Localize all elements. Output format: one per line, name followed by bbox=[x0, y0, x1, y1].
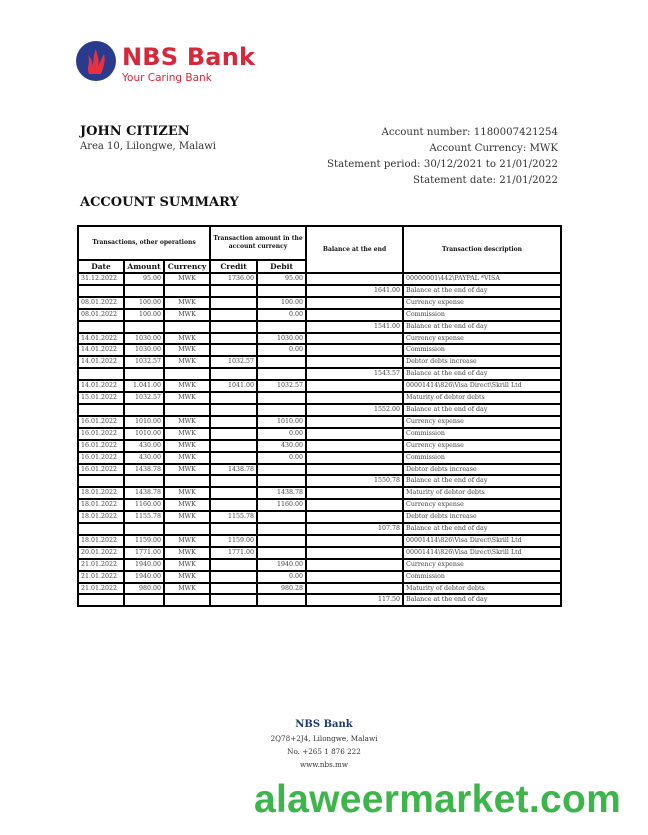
cell-debit: 1010.00 bbox=[257, 416, 306, 428]
table-row bbox=[78, 487, 561, 499]
statement-period: Statement period: 30/12/2021 to 21/01/2022 bbox=[327, 159, 558, 170]
cell-currency: MWK bbox=[164, 309, 210, 321]
cell-debit: 0.00 bbox=[257, 571, 306, 583]
header-amount: Transaction amount in the account currency bbox=[210, 226, 306, 260]
cell-debit bbox=[257, 321, 306, 333]
cell-debit: 980.28 bbox=[257, 583, 306, 595]
cell-debit: 100.00 bbox=[257, 297, 306, 309]
cell-date: 14.01.2022 bbox=[78, 344, 124, 356]
section-title: ACCOUNT SUMMARY bbox=[80, 195, 239, 210]
cell-balance bbox=[306, 416, 403, 428]
cell-balance bbox=[306, 428, 403, 440]
cell-date: 08.01.2022 bbox=[78, 309, 124, 321]
cell-balance: 1541.00 bbox=[306, 321, 403, 333]
cell-description: Balance at the end of day bbox=[403, 368, 561, 380]
cell-date: 16.01.2022 bbox=[78, 428, 124, 440]
cell-debit: 1160.00 bbox=[257, 499, 306, 511]
cell-date bbox=[78, 594, 124, 606]
cell-currency bbox=[164, 404, 210, 416]
cell-currency: MWK bbox=[164, 440, 210, 452]
cell-date: 16.01.2022 bbox=[78, 416, 124, 428]
cell-debit bbox=[257, 547, 306, 559]
table-row bbox=[78, 440, 561, 452]
bank-name: NBS Bank bbox=[122, 43, 256, 71]
footer-bank-name: NBS Bank bbox=[295, 719, 353, 730]
cell-credit bbox=[210, 571, 257, 583]
table-row bbox=[78, 416, 561, 428]
cell-credit: 1155.78 bbox=[210, 511, 257, 523]
cell-date: 21.01.2022 bbox=[78, 583, 124, 595]
cell-credit bbox=[210, 297, 257, 309]
cell-date: 18.01.2022 bbox=[78, 535, 124, 547]
balance-row bbox=[78, 523, 561, 535]
cell-currency bbox=[164, 321, 210, 333]
cell-currency: MWK bbox=[164, 511, 210, 523]
account-holder-name: JOHN CITIZEN bbox=[80, 124, 190, 139]
cell-currency: MWK bbox=[164, 392, 210, 404]
cell-balance bbox=[306, 356, 403, 368]
cell-date: 31.12.2022 bbox=[78, 273, 124, 285]
cell-debit bbox=[257, 368, 306, 380]
footer-phone: No. +265 1 876 222 bbox=[287, 747, 361, 756]
cell-debit bbox=[257, 464, 306, 476]
cell-description: Currency expense bbox=[403, 297, 561, 309]
cell-amount: 430.00 bbox=[124, 452, 164, 464]
cell-credit bbox=[210, 440, 257, 452]
cell-credit bbox=[210, 392, 257, 404]
cell-amount: 95.00 bbox=[124, 273, 164, 285]
account-holder-address: Area 10, Lilongwe, Malawi bbox=[80, 141, 216, 152]
cell-amount bbox=[124, 285, 164, 297]
cell-amount: 1010.00 bbox=[124, 416, 164, 428]
cell-balance bbox=[306, 344, 403, 356]
cell-amount: 1032.57 bbox=[124, 392, 164, 404]
cell-amount bbox=[124, 404, 164, 416]
cell-credit bbox=[210, 583, 257, 595]
cell-credit bbox=[210, 594, 257, 606]
cell-date: 21.01.2022 bbox=[78, 559, 124, 571]
footer bbox=[0, 718, 648, 771]
table-row bbox=[78, 571, 561, 583]
cell-balance bbox=[306, 559, 403, 571]
cell-date: 18.01.2022 bbox=[78, 511, 124, 523]
cell-description: Commission bbox=[403, 428, 561, 440]
cell-currency: MWK bbox=[164, 499, 210, 511]
cell-description: 00000001\442\PAYPAL *VISA bbox=[403, 273, 561, 285]
cell-currency: MWK bbox=[164, 571, 210, 583]
cell-currency: MWK bbox=[164, 583, 210, 595]
cell-debit bbox=[257, 404, 306, 416]
cell-balance: 1543.57 bbox=[306, 368, 403, 380]
table-row bbox=[78, 452, 561, 464]
cell-balance bbox=[306, 571, 403, 583]
balance-row bbox=[78, 368, 561, 380]
table-row bbox=[78, 583, 561, 595]
cell-currency: MWK bbox=[164, 273, 210, 285]
cell-balance bbox=[306, 333, 403, 345]
cell-currency: MWK bbox=[164, 487, 210, 499]
cell-debit bbox=[257, 535, 306, 547]
cell-debit: 0.00 bbox=[257, 309, 306, 321]
cell-credit bbox=[210, 344, 257, 356]
cell-date: 08.01.2022 bbox=[78, 297, 124, 309]
cell-description: Balance at the end of day bbox=[403, 285, 561, 297]
cell-date bbox=[78, 404, 124, 416]
table-row bbox=[78, 428, 561, 440]
cell-balance bbox=[306, 392, 403, 404]
cell-credit bbox=[210, 523, 257, 535]
cell-credit bbox=[210, 309, 257, 321]
cell-description: Balance at the end of day bbox=[403, 523, 561, 535]
cell-amount: 1155.78 bbox=[124, 511, 164, 523]
column-debit: Debit bbox=[257, 260, 306, 273]
table-row bbox=[78, 356, 561, 368]
table-row bbox=[78, 309, 561, 321]
table-row bbox=[78, 333, 561, 345]
cell-currency: MWK bbox=[164, 547, 210, 559]
header-operations: Transactions, other operations bbox=[78, 226, 210, 260]
cell-date: 16.01.2022 bbox=[78, 440, 124, 452]
footer-website: www.nbs.mw bbox=[299, 760, 349, 769]
cell-balance bbox=[306, 273, 403, 285]
cell-date: 18.01.2022 bbox=[78, 499, 124, 511]
cell-amount: 1.041.00 bbox=[124, 380, 164, 392]
cell-description: Debtor debts increase bbox=[403, 356, 561, 368]
table-row bbox=[78, 499, 561, 511]
cell-credit bbox=[210, 333, 257, 345]
header-description: Transaction description bbox=[403, 226, 561, 273]
cell-currency: MWK bbox=[164, 535, 210, 547]
cell-description: Maturity of debtor debts bbox=[403, 487, 561, 499]
cell-date: 14.01.2022 bbox=[78, 380, 124, 392]
cell-amount bbox=[124, 475, 164, 487]
cell-debit: 1438.78 bbox=[257, 487, 306, 499]
cell-currency: MWK bbox=[164, 452, 210, 464]
cell-date: 14.01.2022 bbox=[78, 333, 124, 345]
cell-credit: 1041.00 bbox=[210, 380, 257, 392]
cell-date bbox=[78, 321, 124, 333]
cell-amount: 1438.78 bbox=[124, 487, 164, 499]
cell-amount: 1160.00 bbox=[124, 499, 164, 511]
cell-amount bbox=[124, 321, 164, 333]
table-row bbox=[78, 392, 561, 404]
cell-description: 00001414\826\Visa Direct\Skrill Ltd bbox=[403, 535, 561, 547]
cell-currency bbox=[164, 368, 210, 380]
cell-debit: 0.00 bbox=[257, 452, 306, 464]
cell-description: 00001414\826\Visa Direct\Skrill Ltd bbox=[403, 547, 561, 559]
cell-currency: MWK bbox=[164, 333, 210, 345]
cell-description: Commission bbox=[403, 309, 561, 321]
cell-currency: MWK bbox=[164, 344, 210, 356]
cell-balance bbox=[306, 452, 403, 464]
cell-description: Currency expense bbox=[403, 499, 561, 511]
cell-description: Balance at the end of day bbox=[403, 321, 561, 333]
account-currency: Account Currency: MWK bbox=[429, 143, 558, 154]
cell-description: Maturity of debtor debts bbox=[403, 392, 561, 404]
cell-description: Currency expense bbox=[403, 440, 561, 452]
transactions-body bbox=[78, 273, 561, 606]
balance-row bbox=[78, 594, 561, 606]
cell-amount bbox=[124, 594, 164, 606]
cell-debit bbox=[257, 475, 306, 487]
bank-logo bbox=[76, 41, 266, 91]
cell-credit: 1438.78 bbox=[210, 464, 257, 476]
cell-debit bbox=[257, 356, 306, 368]
cell-amount: 980.00 bbox=[124, 583, 164, 595]
cell-currency bbox=[164, 594, 210, 606]
cell-credit bbox=[210, 285, 257, 297]
cell-debit: 95.00 bbox=[257, 273, 306, 285]
cell-date: 18.01.2022 bbox=[78, 487, 124, 499]
cell-debit: 1940.00 bbox=[257, 559, 306, 571]
cell-description: Commission bbox=[403, 344, 561, 356]
cell-balance: 1552.00 bbox=[306, 404, 403, 416]
cell-amount: 1030.00 bbox=[124, 333, 164, 345]
cell-balance: 117.50 bbox=[306, 594, 403, 606]
account-details bbox=[327, 125, 558, 189]
cell-balance: 1641.00 bbox=[306, 285, 403, 297]
cell-balance bbox=[306, 535, 403, 547]
cell-credit bbox=[210, 404, 257, 416]
cell-currency bbox=[164, 523, 210, 535]
cell-credit bbox=[210, 452, 257, 464]
cell-currency: MWK bbox=[164, 559, 210, 571]
cell-credit: 1736.00 bbox=[210, 273, 257, 285]
cell-description: Currency expense bbox=[403, 333, 561, 345]
table-row bbox=[78, 511, 561, 523]
cell-amount bbox=[124, 523, 164, 535]
cell-debit: 0.00 bbox=[257, 344, 306, 356]
cell-credit bbox=[210, 416, 257, 428]
cell-balance bbox=[306, 499, 403, 511]
cell-amount: 1010.00 bbox=[124, 428, 164, 440]
account-number: Account number: 1180007421254 bbox=[381, 127, 558, 138]
cell-balance bbox=[306, 583, 403, 595]
table-row bbox=[78, 380, 561, 392]
cell-amount: 1940.00 bbox=[124, 559, 164, 571]
cell-balance bbox=[306, 297, 403, 309]
cell-amount: 1438.78 bbox=[124, 464, 164, 476]
cell-balance bbox=[306, 380, 403, 392]
cell-amount: 1032.57 bbox=[124, 356, 164, 368]
bank-tagline: Your Caring Bank bbox=[122, 72, 212, 84]
cell-description: Currency expense bbox=[403, 559, 561, 571]
table-row bbox=[78, 273, 561, 285]
cell-currency: MWK bbox=[164, 464, 210, 476]
cell-amount: 1771.00 bbox=[124, 547, 164, 559]
cell-credit bbox=[210, 487, 257, 499]
cell-currency: MWK bbox=[164, 428, 210, 440]
cell-credit bbox=[210, 499, 257, 511]
cell-date bbox=[78, 475, 124, 487]
bank-logo-icon bbox=[76, 41, 116, 81]
cell-date: 14.01.2022 bbox=[78, 356, 124, 368]
cell-amount: 430.00 bbox=[124, 440, 164, 452]
cell-balance bbox=[306, 464, 403, 476]
cell-description: Balance at the end of day bbox=[403, 404, 561, 416]
flame-icon bbox=[85, 47, 107, 75]
cell-date bbox=[78, 523, 124, 535]
cell-description: Debtor debts increase bbox=[403, 464, 561, 476]
cell-debit: 1030.00 bbox=[257, 333, 306, 345]
cell-description: Balance at the end of day bbox=[403, 594, 561, 606]
cell-date: 16.01.2022 bbox=[78, 464, 124, 476]
table-row bbox=[78, 535, 561, 547]
transactions-table bbox=[77, 225, 562, 607]
cell-description: Currency expense bbox=[403, 416, 561, 428]
cell-description: Commission bbox=[403, 571, 561, 583]
cell-description: Debtor debts increase bbox=[403, 511, 561, 523]
cell-balance bbox=[306, 309, 403, 321]
cell-amount: 1030.00 bbox=[124, 344, 164, 356]
cell-debit bbox=[257, 594, 306, 606]
cell-description: Commission bbox=[403, 452, 561, 464]
balance-row bbox=[78, 285, 561, 297]
cell-balance bbox=[306, 440, 403, 452]
cell-credit bbox=[210, 559, 257, 571]
watermark: alaweermarket.com bbox=[254, 778, 622, 821]
header-balance: Balance at the end bbox=[306, 226, 403, 273]
cell-date: 20.01.2022 bbox=[78, 547, 124, 559]
cell-debit: 0.00 bbox=[257, 428, 306, 440]
cell-balance: 1550.78 bbox=[306, 475, 403, 487]
table-row bbox=[78, 464, 561, 476]
cell-debit bbox=[257, 523, 306, 535]
cell-currency bbox=[164, 285, 210, 297]
cell-currency: MWK bbox=[164, 356, 210, 368]
cell-debit: 1032.57 bbox=[257, 380, 306, 392]
footer-address: 2Q78+2J4, Lilongwe, Malawi bbox=[270, 734, 378, 743]
cell-currency: MWK bbox=[164, 380, 210, 392]
cell-currency bbox=[164, 475, 210, 487]
column-date: Date bbox=[78, 260, 124, 273]
cell-date bbox=[78, 368, 124, 380]
column-amount: Amount bbox=[124, 260, 164, 273]
column-currency: Currency bbox=[164, 260, 210, 273]
column-credit: Credit bbox=[210, 260, 257, 273]
cell-debit bbox=[257, 285, 306, 297]
cell-debit bbox=[257, 511, 306, 523]
cell-balance: 107.78 bbox=[306, 523, 403, 535]
cell-balance bbox=[306, 511, 403, 523]
cell-description: Balance at the end of day bbox=[403, 475, 561, 487]
cell-amount bbox=[124, 368, 164, 380]
balance-row bbox=[78, 404, 561, 416]
table-row bbox=[78, 297, 561, 309]
cell-balance bbox=[306, 487, 403, 499]
cell-amount: 1940.00 bbox=[124, 571, 164, 583]
table-row bbox=[78, 344, 561, 356]
cell-credit: 1771.00 bbox=[210, 547, 257, 559]
balance-row bbox=[78, 321, 561, 333]
cell-date: 21.01.2022 bbox=[78, 571, 124, 583]
cell-balance bbox=[306, 547, 403, 559]
cell-credit bbox=[210, 475, 257, 487]
cell-amount: 100.00 bbox=[124, 309, 164, 321]
cell-currency: MWK bbox=[164, 297, 210, 309]
balance-row bbox=[78, 475, 561, 487]
cell-credit bbox=[210, 368, 257, 380]
cell-date: 15.01.2022 bbox=[78, 392, 124, 404]
cell-description: 00001414\826\Visa Direct\Skrill Ltd bbox=[403, 380, 561, 392]
cell-date bbox=[78, 285, 124, 297]
cell-currency: MWK bbox=[164, 416, 210, 428]
cell-credit: 1032.57 bbox=[210, 356, 257, 368]
statement-date: Statement date: 21/01/2022 bbox=[413, 175, 558, 186]
cell-date: 16.01.2022 bbox=[78, 452, 124, 464]
cell-amount: 100.00 bbox=[124, 297, 164, 309]
cell-credit bbox=[210, 321, 257, 333]
table-row bbox=[78, 559, 561, 571]
cell-description: Maturity of debtor debts bbox=[403, 583, 561, 595]
cell-credit bbox=[210, 428, 257, 440]
cell-credit: 1159.00 bbox=[210, 535, 257, 547]
cell-debit bbox=[257, 392, 306, 404]
cell-amount: 1159.00 bbox=[124, 535, 164, 547]
table-row bbox=[78, 547, 561, 559]
cell-debit: 430.00 bbox=[257, 440, 306, 452]
